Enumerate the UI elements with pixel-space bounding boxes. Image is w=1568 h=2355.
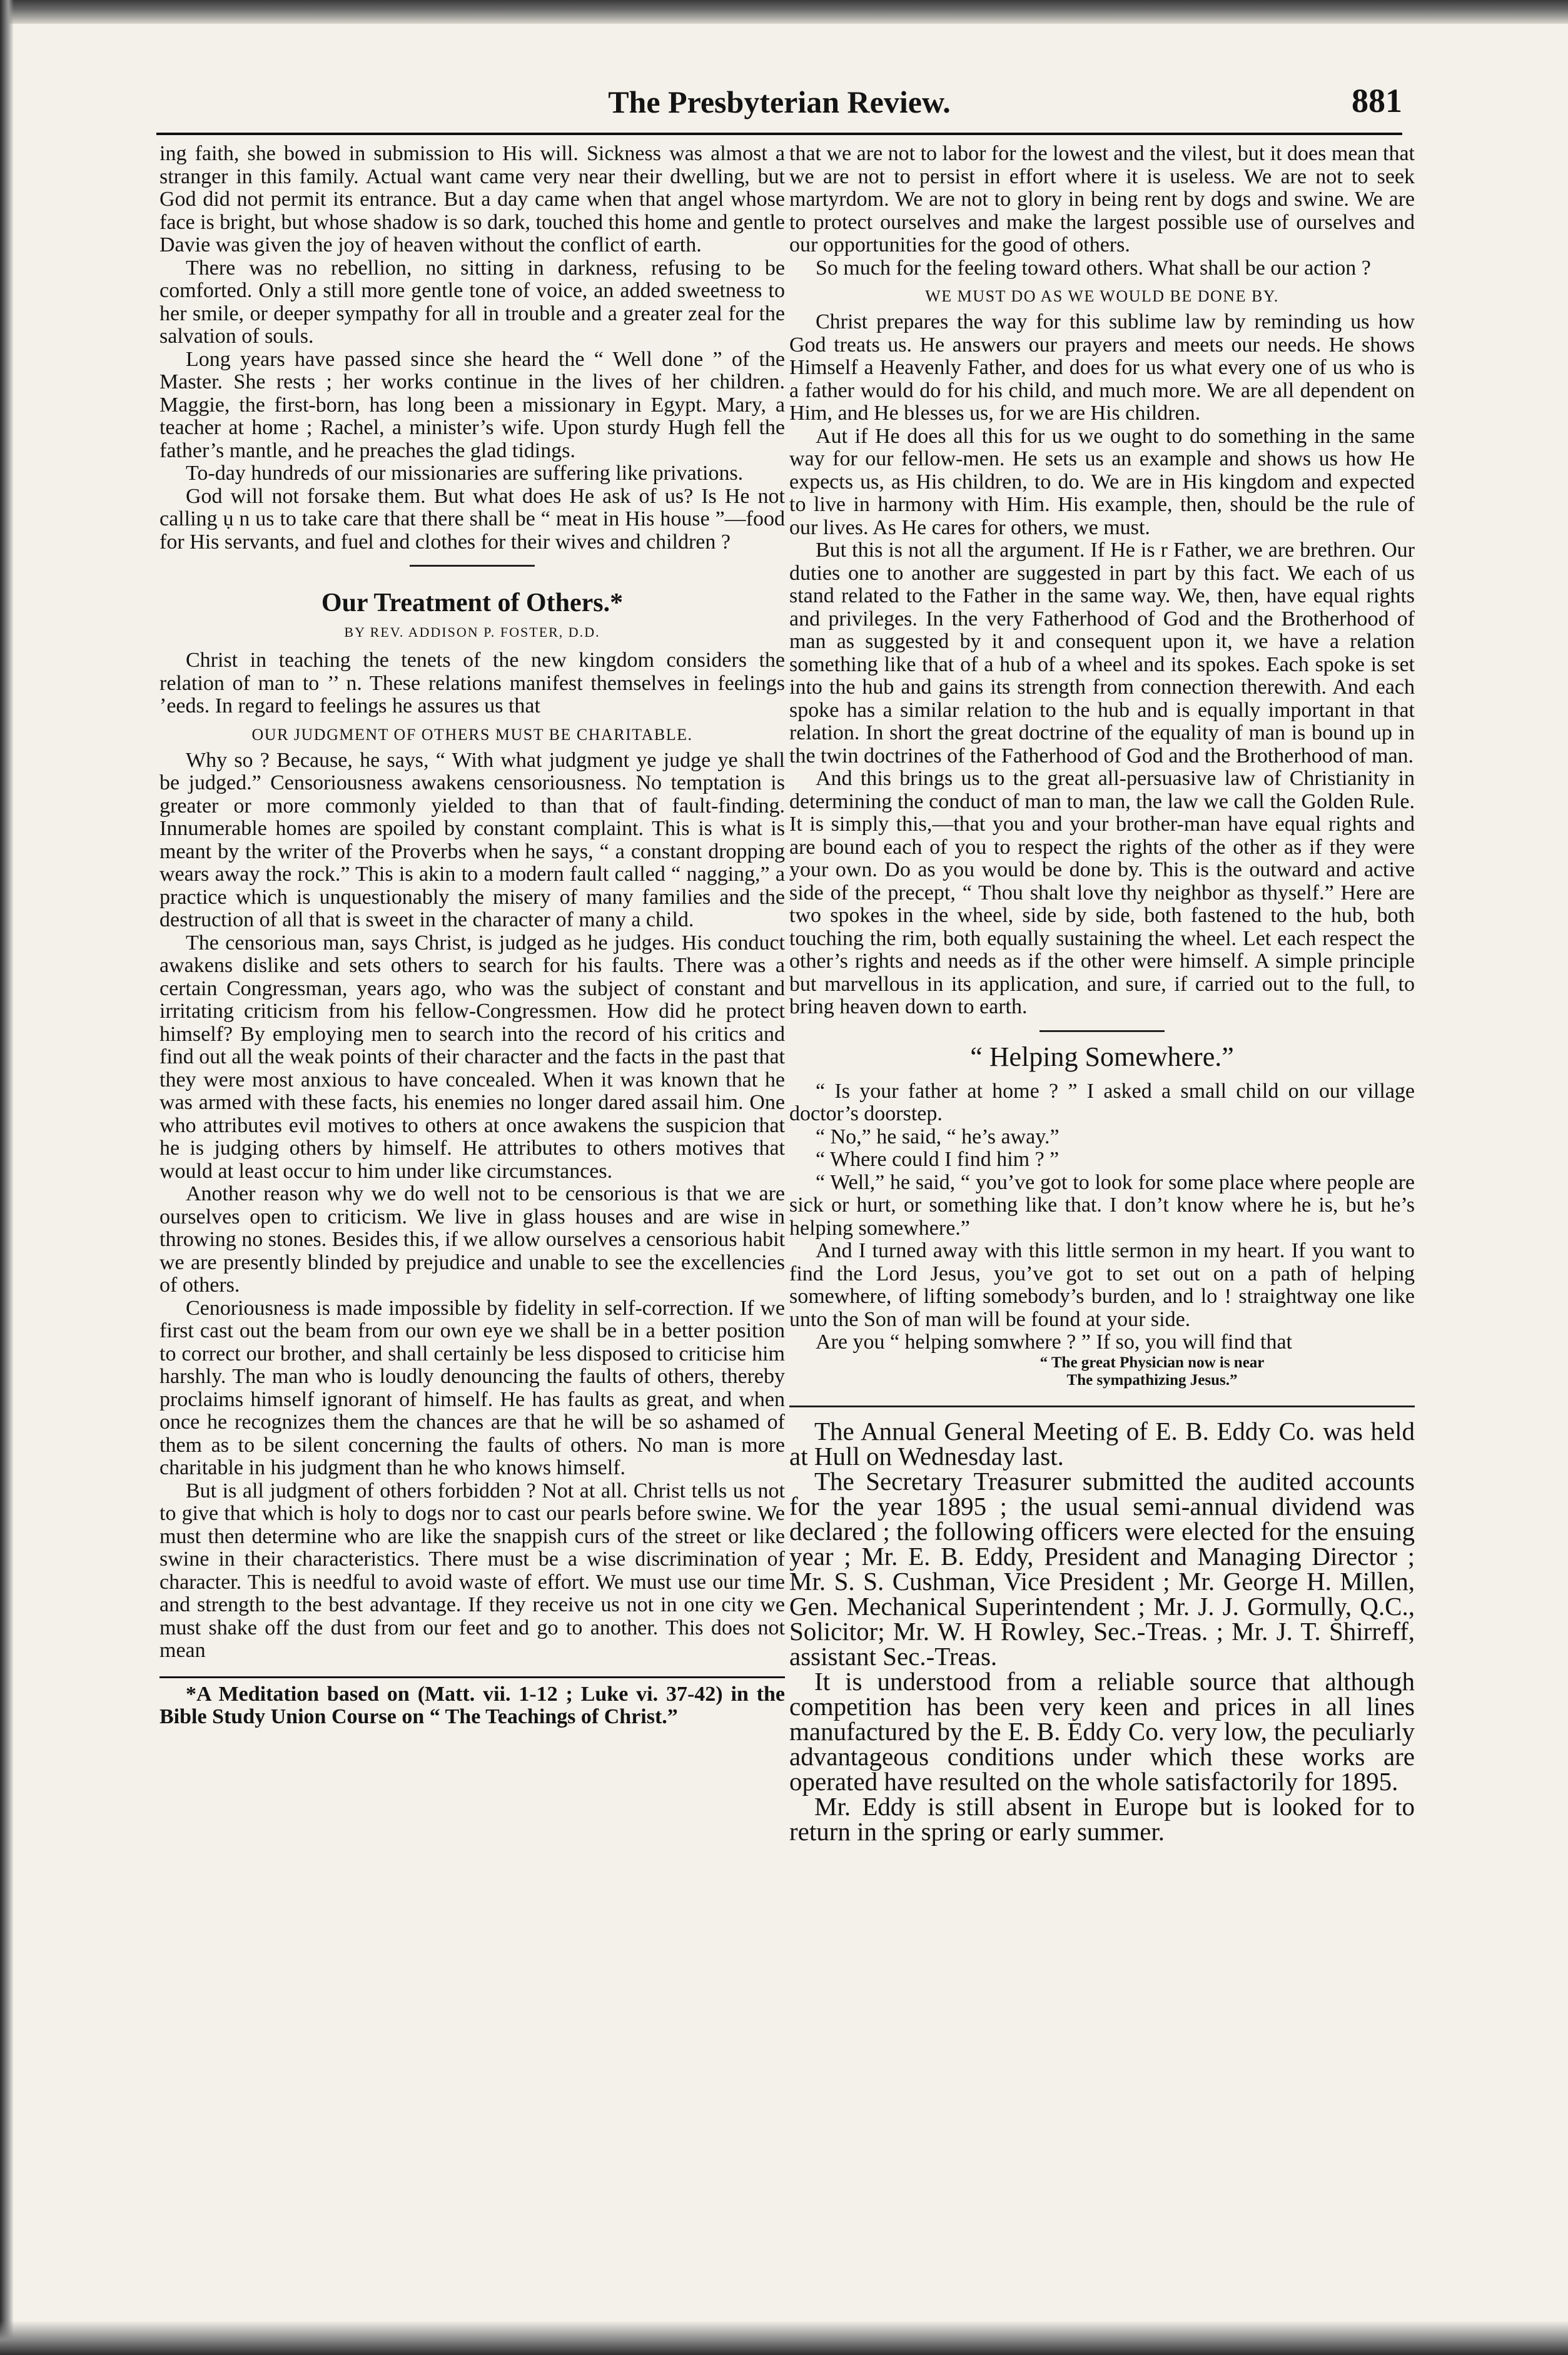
article-byline: BY REV. ADDISON P. FOSTER, D.D. bbox=[344, 624, 600, 640]
scan-edge-top bbox=[0, 0, 1568, 24]
paragraph: And I turned away with this little sermon in my heart. If you want to find the Lord Jesus, you’ve got to set out on a path of helping somewhere, of lifting somebody’s burden, and lo ! straightway one like unto the Son of man will be found at your side. bbox=[789, 1239, 1415, 1331]
paragraph: Cenoriousness is made impossible by fidelity in self-correction. If we first cast out the beam from our own eye we shall be in a better position to correct our brother, and shall certainly be less disposed to criticise him harshly. The man who is loudly denouncing the faults of others, thereby proclaims himself ignorant of himself. He has faults as great, and when once he recognizes them the chances are that he will be so ashamed of them as to be silent concerning the faults of others. No man is more charitable in his judgment than he who knows himself. bbox=[159, 1296, 785, 1479]
paragraph: But is all judgment of others forbidden ? Not at all. Christ tells us not to give that which is holy to dogs nor to cast our pearls before swine. We must then determine who are like the snappish curs of the street or like swine in their characteristics. There must be a wise discrimination of character. This is needful to avoid waste of effort. We must use our time and strength to the best advantage. If they receive us not in one city we must shake off the dust from our feet and go to another. This does not mean bbox=[159, 1479, 785, 1662]
article-intro: Christ in teaching the tenets of the new kingdom considers the relation of man to ’’ n. These relations manifest themselves in feelings ’eeds. In regard to feelings he assures us that bbox=[159, 649, 785, 717]
paragraph: Aut if He does all this for us we ought to do something in the same way for our fellow-men. He sets us an example and shows us how He expects us, as His children, to do. We are in His kingdom and expected to live in harmony with Him. His example, then, should be the rule of our lives. As He cares for others, we must. bbox=[789, 424, 1415, 539]
paragraph: But this is not all the argument. If He is r Father, we are brethren. Our duties one to another are suggested in part by this fact. We each of us stand related to the Father in the same way. We, then, have equal rights and privileges. In the very Fatherhood of God and the Brotherhood of man as suggested by it and consequent upon it, we have a relation something like that of a hub of a wheel and its spokes. Each spoke is set into the hub and gains its strength from connection therewith. And each spoke has a similar relation to the hub and is equally important in that relation. In short the great doctrine of the equality of man is bound up in the twin doctrines of the Fatherhood of God and the Brotherhood of man. bbox=[789, 539, 1415, 767]
footnote-rule bbox=[159, 1676, 785, 1678]
section-title: “ Helping Somewhere.” bbox=[970, 1041, 1234, 1072]
running-head bbox=[156, 80, 1402, 130]
paragraph: So much for the feeling toward others. What shall be our action ? bbox=[816, 256, 1371, 280]
journal-title: The Presbyterian Review. bbox=[608, 84, 951, 119]
paragraph: Why so ? Because, he says, “ With what judgment ye judge ye shall be judged.” Censoriousness awakens censoriousness. No temptation is greater or more commonly yielded to than that of fault-finding. Innumerable homes are spoiled by constant complaint. This is what is meant by the writer of the Proverbs when he says, “ a constant dropping wears away the rock.” This is akin to a modern fault called “ nagging,” a practice which is unquestionably the misery of many families and the destruction of all that is sweet in the character of many a child. bbox=[159, 748, 785, 931]
article-title: Our Treatment of Others.* bbox=[321, 589, 624, 617]
paragraph: To-day hundreds of our missionaries are suffering like privations. bbox=[186, 462, 744, 485]
left-column bbox=[159, 143, 785, 2269]
paragraph: Another reason why we do well not to be censorious is that we are ourselves open to criticism. We live in glass houses and are wise in throwing no stones. Besides this, if we allow ourselves a censorious habit we are presently blinded by prejudice and unable to see the excellencies of others. bbox=[159, 1182, 785, 1297]
scan-edge-left bbox=[0, 0, 14, 2355]
scan-edge-bottom bbox=[0, 2321, 1568, 2355]
paragraph: It is understood from a reliable source that although competition has been very keen and prices in all lines manufactured by the E. B. Eddy Co. very low, the peculiarly advantageous conditions under which these works are operated have resulted on the whole satisfactorily for 1895. bbox=[789, 1666, 1415, 1796]
paragraph: Mr. Eddy is still absent in Europe but is looked for to return in the spring or early summer. bbox=[789, 1791, 1415, 1846]
section-subhead: WE MUST DO AS WE WOULD BE DONE BY. bbox=[925, 287, 1279, 305]
paragraph: “ Is your father at home ? ” I asked a small child on our village doctor’s doorstep. bbox=[789, 1079, 1415, 1125]
paragraph: The censorious man, says Christ, is judged as he judges. His conduct awakens dislike and sets others to search for his faults. There was a certain Congressman, years ago, who was the subject of constant and irritating criticism from his fellow-Congressmen. How did he protect himself? By employing men to search into the record of his critics and find out all the weak points of their character and the facts in the past that they were most anxious to have concealed. When it was known that he was armed with these facts, his enemies no longer dared assail him. One who attributes evil motives to others at once awakens the suspicion that he is judging others by himself. He attributes to others motives that would at least occur to him under like circumstances. bbox=[159, 931, 785, 1183]
paragraph: “ Where could I find him ? ” bbox=[816, 1148, 1060, 1171]
news-item bbox=[789, 1416, 1415, 1846]
footnote: *A Meditation based on (Matt. vii. 1-12 ; Luke vi. 37-42) in the Bible Study Union Course on “ The Teachings of Christ.” bbox=[159, 1682, 785, 1728]
paragraph: The Secretary Treasurer submitted the audited accounts for the year 1895 ; the usual semi-annual dividend was declared ; the following officers were elected for the ensuing year ; Mr. E. B. Eddy, President and Managing Director ; Mr. S. S. Cushman, Vice President ; Mr. George H. Millen, Gen. Mechanical Superintendent ; Mr. J. J. Gormully, Q.C., Solicitor; Mr. W. H Rowley, Sec.-Treas. ; Mr. J. T. Shirreff, assistant Sec.-Treas. bbox=[789, 1466, 1415, 1671]
news-divider bbox=[789, 1405, 1415, 1407]
paragraph: God will not forsake them. But what does He ask of us? Is He not calling ụ n us to take care that there shall be “ meat in His house ”—food for His servants, and fuel and clothes for their wives and children ? bbox=[159, 484, 785, 554]
paragraph: “ No,” he said, “ he’s away.” bbox=[816, 1125, 1060, 1148]
paragraph: ing faith, she bowed in submission to His will. Sickness was almost a stranger in this family. Actual want came very near their dwelling, but God did not permit its entrance. But a day came when that angel whose face is bright, but whose shadow is so dark, touched this home and gentle Davie was given the joy of heaven without the conflict of earth. bbox=[159, 143, 785, 256]
paragraph: And this brings us to the great all-persuasive law of Christianity in determining the conduct of man to man, the law we call the Golden Rule. It is simply this,—that you and your brother-man have equal rights and are bound each of you to respect the rights of the other as if they were your own. Do as you would be done by. This is the outward and active side of the precept, “ Thou shalt love thy neighbor as thyself.” Here are two spokes in the wheel, side by side, both fastened to the hub, both touching the rim, both equally sustaining the wheel. Let each respect the other’s rights and needs as if the other were himself. A simple principle but marvellous in its application, and sure, if carried out to the full, to bring heaven down to earth. bbox=[789, 767, 1415, 1018]
verse-line: The sympathizing Jesus.” bbox=[1066, 1371, 1238, 1389]
paragraph: Christ prepares the way for this sublime law by reminding us how God treats us. He answers our prayers and meets our needs. He shows Himself a Heavenly Father, and does for us what every one of us who is a father would do for his child, and much more. We are all dependent on Him, and He blesses us, for we are His children. bbox=[789, 310, 1415, 425]
paragraph: Long years have passed since she heard the “ Well done ” of the Master. She rests ; her works continue in the lives of her children. Maggie, the first-born, has long been a missionary in Egypt. Mary, a teacher at home ; Rachel, a minister’s wife. Upon sturdy Hugh fell the father’s mantle, and he preaches the glad tidings. bbox=[159, 347, 785, 462]
page-number: 881 bbox=[1352, 82, 1402, 119]
header-rule bbox=[156, 133, 1402, 135]
verse-line: “ The great Physician now is near bbox=[1039, 1354, 1265, 1371]
paragraph: The Annual General Meeting of E. B. Eddy Co. was held at Hull on Wednesday last. bbox=[789, 1416, 1415, 1471]
paragraph: Are you “ helping somwhere ? ” If so, you will find that bbox=[816, 1330, 1292, 1354]
article-divider bbox=[410, 565, 535, 567]
paragraph: that we are not to labor for the lowest and the vilest, but it does mean that we are not to persist in effort where it is useless. We are not to seek martyrdom. We are not to glory in being rent by dogs and swine. We are to protect ourselves and make the largest possible use of ourselves and our opportunities for the good of others. bbox=[789, 143, 1415, 256]
section-subhead: OUR JUDGMENT OF OTHERS MUST BE CHARITABLE. bbox=[251, 725, 693, 744]
article-divider bbox=[1039, 1030, 1165, 1032]
paragraph: “ Well,” he said, “ you’ve got to look for some place where people are sick or hurt, or something like that. I don’t know where he is, but he’s helping somewhere.” bbox=[789, 1170, 1415, 1240]
right-column bbox=[789, 143, 1415, 2269]
quoted-verse bbox=[889, 1354, 1415, 1389]
paragraph: There was no rebellion, no sitting in darkness, refusing to be comforted. Only a still more gentle tone of voice, an added sweetness to her smile, or deeper sympathy for all in trouble and a greater zeal for the salvation of souls. bbox=[159, 256, 785, 348]
